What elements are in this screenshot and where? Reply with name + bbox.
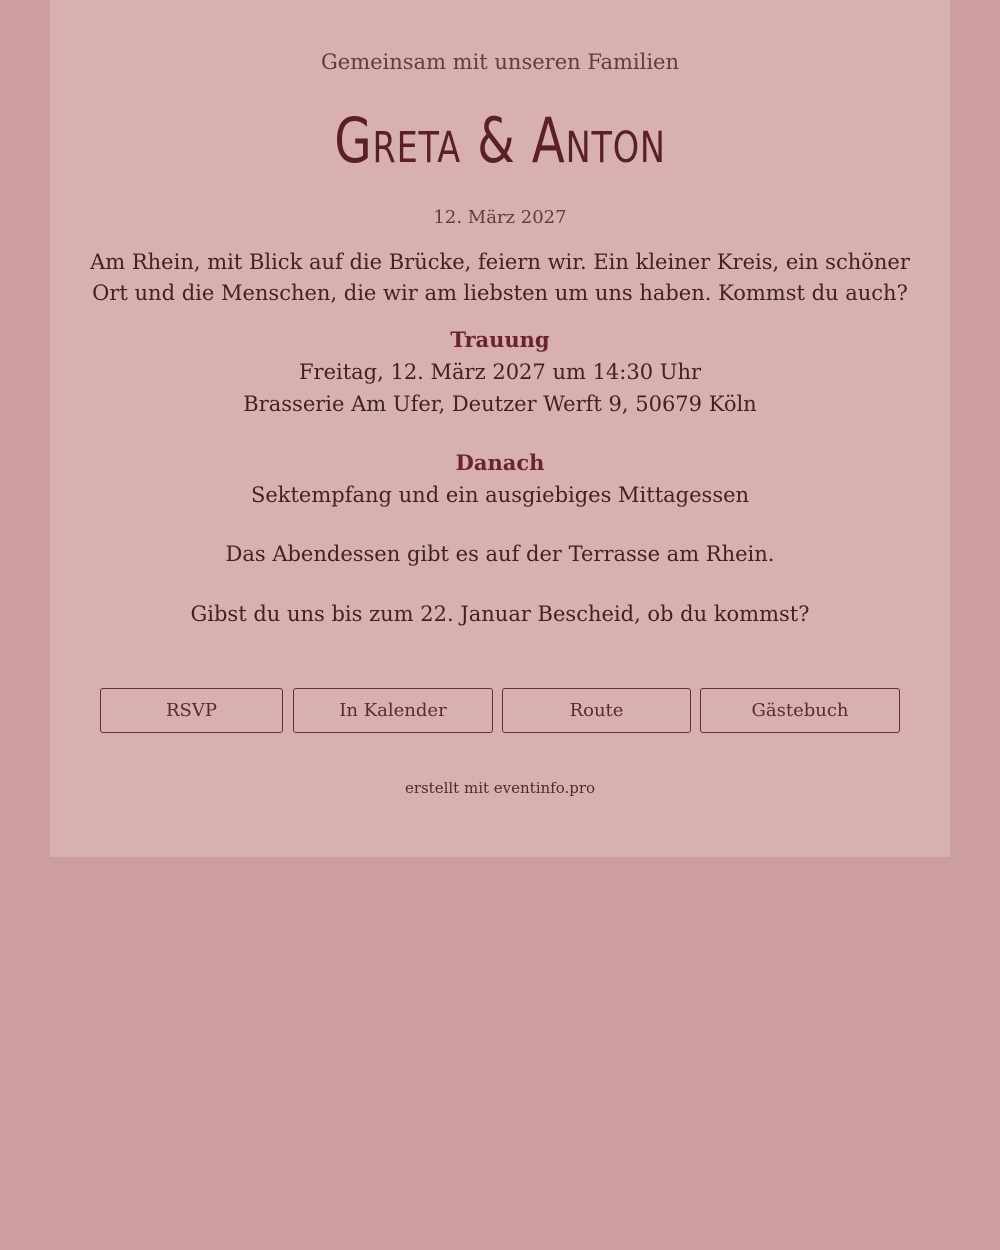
ceremony-time: Freitag, 12. März 2027 um 14:30 Uhr	[298, 360, 702, 384]
invitation-message-line: Ort und die Menschen, die wir am liebsten um uns haben. Kommst du auch?	[92, 281, 908, 305]
route-button[interactable]: Route	[502, 688, 691, 733]
ceremony-venue: Brasserie Am Ufer, Deutzer Werft 9, 50679 Köln	[243, 392, 757, 416]
ceremony-section	[50, 324, 950, 420]
rsvp-note: Gibst du uns bis zum 22. Januar Bescheid, ob du kommst?	[190, 602, 810, 626]
invitation-message	[90, 247, 910, 309]
after-section	[50, 447, 950, 511]
add-to-calendar-button[interactable]: In Kalender	[293, 688, 493, 733]
dinner-text: Das Abendessen gibt es auf der Terrasse am Rhein.	[225, 542, 775, 566]
invitation-card	[50, 0, 950, 857]
event-date: 12. März 2027	[433, 207, 567, 228]
couple-names: Greta & Anton	[334, 104, 666, 177]
guestbook-button[interactable]: Gästebuch	[700, 688, 900, 733]
ceremony-title: Trauung	[450, 327, 550, 352]
footer-credit[interactable]: erstellt mit eventinfo.pro	[404, 779, 596, 797]
after-title: Danach	[455, 450, 545, 475]
after-text: Sektempfang und ein ausgiebiges Mittagessen	[250, 483, 750, 507]
rsvp-button[interactable]: RSVP	[100, 688, 283, 733]
intro-text: Gemeinsam mit unseren Familien	[320, 50, 679, 74]
invitation-message-line: Am Rhein, mit Blick auf die Brücke, feiern wir. Ein kleiner Kreis, ein schöner	[90, 250, 910, 274]
